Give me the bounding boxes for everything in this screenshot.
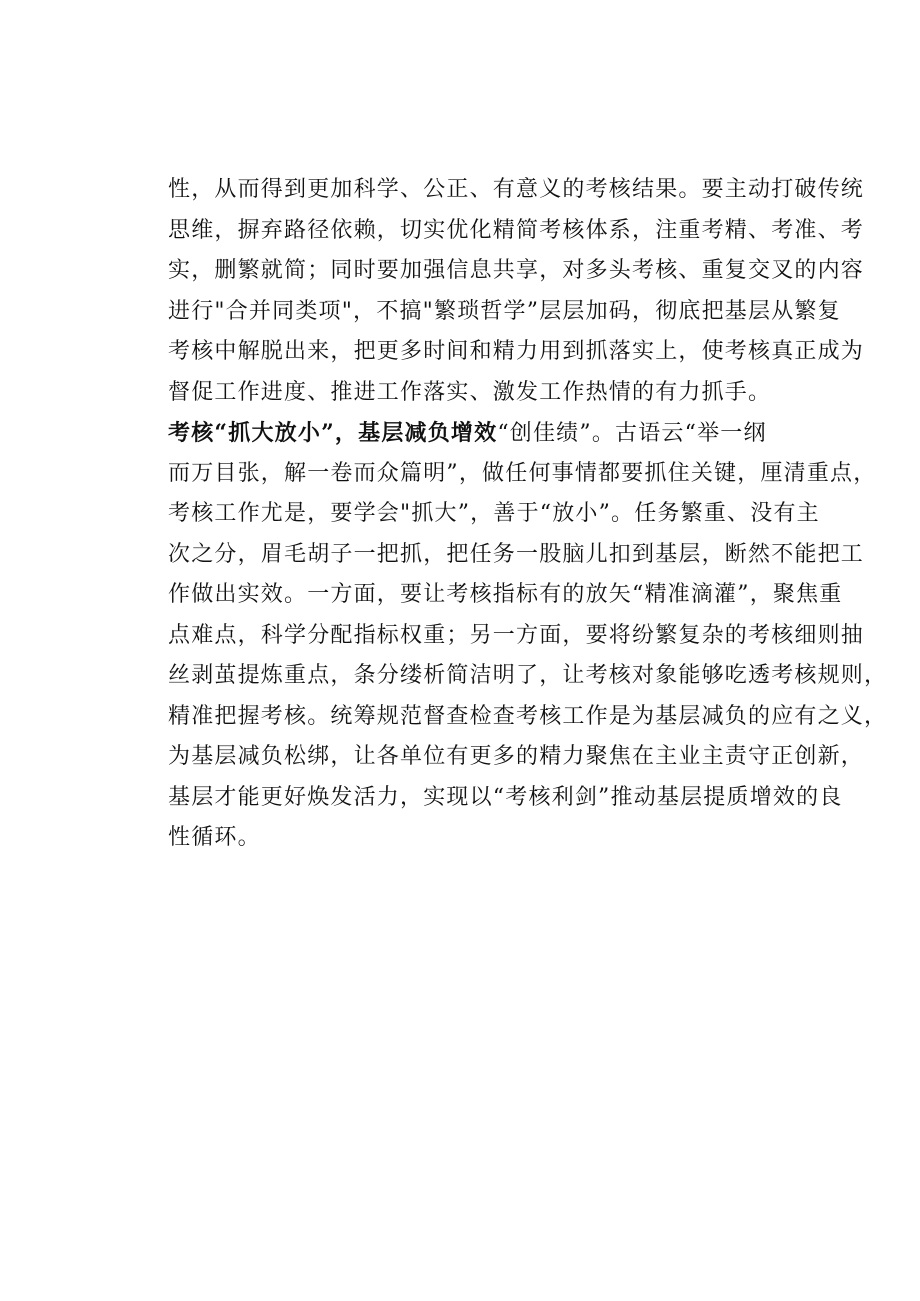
paragraph-2-line: 次之分，眉毛胡子一把抓，把任务一股脑儿扣到基层，断然不能把工 xyxy=(168,541,865,567)
heading-part-1: 考核“抓 xyxy=(168,420,252,446)
paragraph-2-line: 考核工作尤是，要学会"抓大”，善于“放小”。任务繁重、没有主 xyxy=(168,501,820,526)
paragraph-2-line: 而万目张，解一卷而众篇明”，做任何事情都要抓住关键，厘清重点， xyxy=(168,460,877,486)
heading-part-4: “创佳绩”。古语云“举一纲 xyxy=(497,421,767,446)
paragraph-2-line: 为基层减负松绑，让各单位有更多的精力聚焦在主业主责守正创新， xyxy=(168,744,865,769)
paragraph-2-heading xyxy=(168,420,497,446)
paragraph-1-line: 考核中解脱出来，把更多时间和精力用到抓落实上，使考核真正成为 xyxy=(168,339,865,364)
paragraph-2-line: 精准把握考核。统筹规范督查检查考核工作是为基层减负的应有之义， xyxy=(168,703,888,729)
heading-part-3: 基层减负增效 xyxy=(358,420,498,446)
heading-part-2: 大放小”， xyxy=(251,420,359,446)
paragraph-2-line: 性循环。 xyxy=(168,825,261,850)
paragraph-1-line: 性，从而得到更加科学、公正、有意义的考核结果。要主动打破传统 xyxy=(168,177,865,202)
paragraph-2-line: 丝剥茧提炼重点，条分缕析简洁明了，让考核对象能够吃透考核规则， xyxy=(168,663,888,688)
paragraph-2-line: 基层才能更好焕发活力，实现以“考核利剑”推动基层提质增效的良 xyxy=(168,784,843,810)
paragraph-1-line: 进行"合并同类项"，不搞"繁琐哲学”层层加码，彻底把基层从繁复 xyxy=(168,298,841,324)
paragraph-2 xyxy=(168,413,888,859)
paragraph-2-line: 作做出实效。一方面，要让考核指标有的放矢“精准滴灌”，聚焦重 xyxy=(168,582,843,607)
paragraph-1-line: 思维，摒弃路径依赖，切实优化精简考核体系，注重考精、考准、考 xyxy=(168,217,865,243)
paragraph-2-line: 点难点，科学分配指标权重；另一方面，要将纷繁复杂的考核细则抽 xyxy=(168,622,865,648)
paragraph-1-line: 实，删繁就简；同时要加强信息共享，对多头考核、重复交叉的内容 xyxy=(168,258,865,283)
paragraph-1 xyxy=(168,170,865,413)
paragraph-1-line: 督促工作进度、推进工作落实、激发工作热情的有力抓手。 xyxy=(168,379,772,405)
paragraph-2-first-line xyxy=(168,413,848,454)
document-body xyxy=(168,170,888,859)
